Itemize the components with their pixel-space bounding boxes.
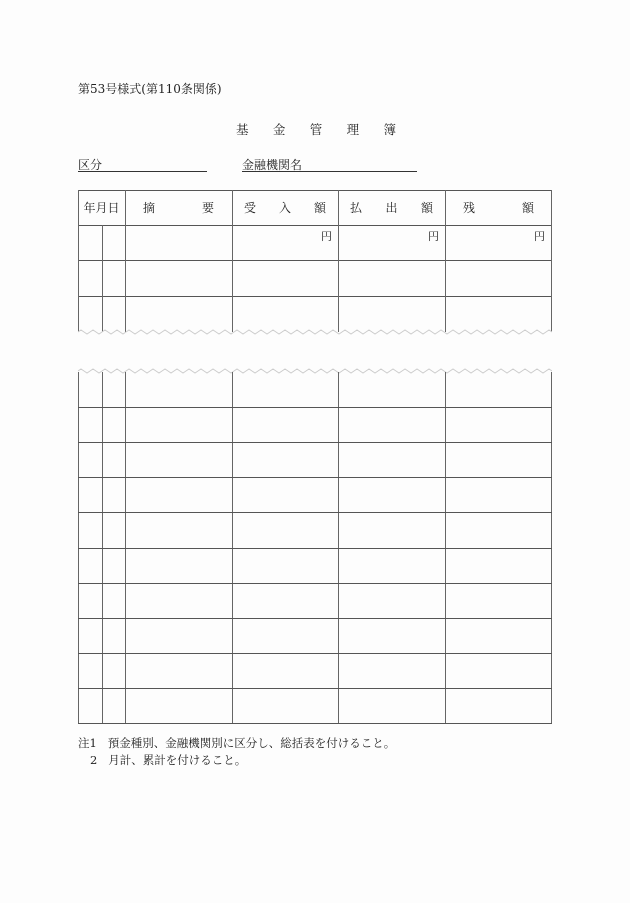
col-line xyxy=(102,225,103,332)
yen-unit-balance: 円 xyxy=(534,230,545,243)
row-divider xyxy=(78,407,552,408)
row-divider xyxy=(78,260,552,261)
break-line-bottom xyxy=(78,368,552,374)
break-line-top xyxy=(78,329,552,335)
row-divider xyxy=(78,442,552,443)
form-number: 第53号様式(第110条関係) xyxy=(78,82,222,96)
yen-unit-receipts: 円 xyxy=(321,230,332,243)
table-border-bottom xyxy=(78,723,552,724)
category-field[interactable] xyxy=(78,156,207,172)
note-text: 月計、累計を付けること。 xyxy=(108,753,247,767)
title-char: 理 xyxy=(346,122,360,137)
bank-name-label: 金融機関名 xyxy=(242,158,303,172)
row-divider xyxy=(78,548,552,549)
note-label: 2 xyxy=(90,753,98,767)
header-divider xyxy=(78,225,552,226)
row-divider xyxy=(78,653,552,654)
header-balance: 残 額 xyxy=(463,201,534,215)
note-label: 注1 xyxy=(78,736,97,750)
title-char: 管 xyxy=(309,122,323,137)
row-divider xyxy=(78,296,552,297)
note-1 xyxy=(78,735,395,751)
title-char: 基 xyxy=(236,122,249,137)
row-divider xyxy=(78,618,552,619)
header-date: 年月日 xyxy=(83,201,120,215)
row-divider xyxy=(78,688,552,689)
page-title xyxy=(236,120,396,138)
header-summary: 摘 要 xyxy=(143,201,214,215)
row-divider xyxy=(78,477,552,478)
bank-name-field[interactable] xyxy=(242,156,417,172)
row-divider xyxy=(78,583,552,584)
yen-unit-payments: 円 xyxy=(428,230,439,243)
title-char: 金 xyxy=(272,122,286,137)
note-2 xyxy=(90,752,246,768)
header-receipts: 受 入 額 xyxy=(244,201,326,215)
header-payments: 払 出 額 xyxy=(350,201,433,215)
row-divider xyxy=(78,512,552,513)
title-char: 簿 xyxy=(383,122,396,137)
category-label: 区分 xyxy=(78,158,103,172)
note-text: 預金種別、金融機関別に区分し、総括表を付けること。 xyxy=(107,736,396,750)
